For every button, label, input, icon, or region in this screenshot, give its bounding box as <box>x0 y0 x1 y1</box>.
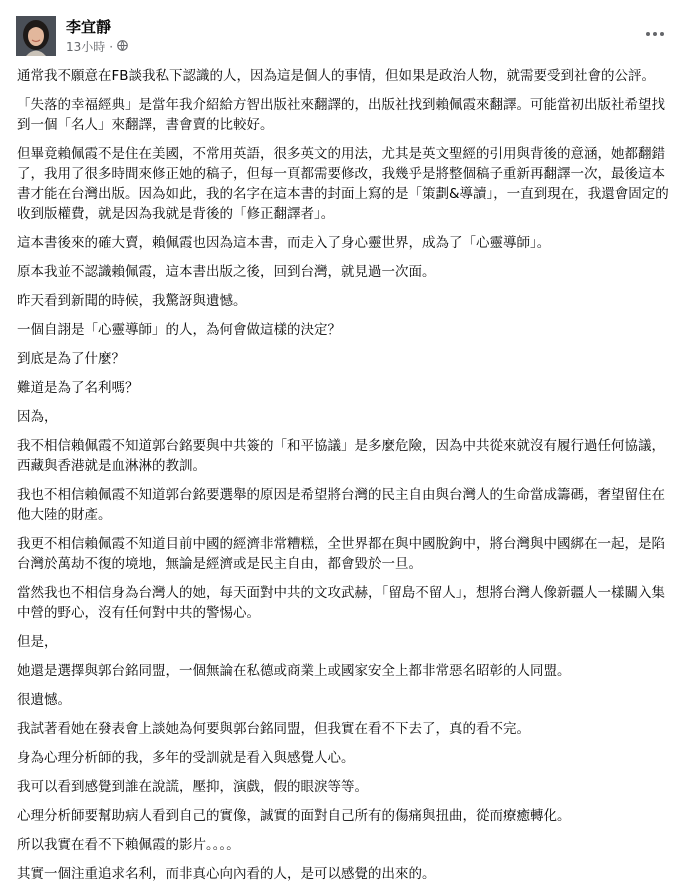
more-options-button[interactable] <box>639 22 671 46</box>
post-paragraph: 其實一個注重追求名利，而非真心向內看的人，是可以感覺的出來的。 <box>17 866 436 882</box>
author-avatar[interactable] <box>16 16 56 56</box>
post-paragraph: 身為心理分析師的我，多年的受訓就是看入與感覺人心。 <box>17 750 355 766</box>
post-paragraph: 我也不相信賴佩霞不知道郭台銘要選舉的原因是希望將台灣的民主自由與台灣人的生命當成籌碼，奢望留住在他大陸的財產。 <box>17 487 665 523</box>
post-paragraph: 因為， <box>17 409 58 425</box>
post-paragraph: 但畢竟賴佩霞不是住在美國，不常用英語，很多英文的用法，尤其是英文聖經的引用與背後的意涵，她都翻錯了，我用了很多時間來修正她的稿子，但每一頁都需要修改，我幾乎是將整個稿子重新再翻譯一次，最後這本書才能在台灣出版。因為如此，我的名字在這本書的封面上寫的是「策劃&導讀」，一直到現在，我還會固定的收到版權費，就是因為我就是背後的「修正翻譯者」。 <box>17 146 669 222</box>
post-paragraph: 很遺憾。 <box>17 692 71 708</box>
post-paragraph: 但是， <box>17 634 58 650</box>
author-name[interactable]: 李宜靜 <box>66 18 112 36</box>
post-paragraph: 一個自詡是「心靈導師」的人，為何會做這樣的決定？ <box>17 322 341 338</box>
post-paragraph: 這本書後來的確大賣，賴佩霞也因為這本書，而走入了身心靈世界，成為了「心靈導師」。 <box>17 235 551 251</box>
post-meta <box>66 38 128 55</box>
post-body <box>17 66 677 893</box>
post-paragraph: 當然我也不相信身為台灣人的她，每天面對中共的文攻武赫，「留島不留人」，想將台灣人像新疆人一樣關入集中營的野心，沒有任何對中共的警惕心。 <box>17 585 665 621</box>
post-paragraph: 原本我並不認識賴佩霞，這本書出版之後，回到台灣，就見過一次面。 <box>17 264 436 280</box>
post-paragraph: 我不相信賴佩霞不知道郭台銘要與中共簽的「和平協議」是多麼危險，因為中共從來就沒有履行過任何協議，西藏與香港就是血淋淋的教訓。 <box>17 438 665 474</box>
post-paragraph: 昨天看到新聞的時候，我驚訝與遺憾。 <box>17 293 247 309</box>
post-time[interactable]: 13小時 <box>66 40 106 54</box>
post-paragraph: 我可以看到感覺到誰在說謊，壓抑，演戲，假的眼淚等等。 <box>17 779 368 795</box>
post-paragraph: 她還是選擇與郭台銘同盟，一個無論在私德或商業上或國家安全上都非常惡名昭彰的人同盟。 <box>17 663 571 679</box>
post-paragraph: 我更不相信賴佩霞不知道目前中國的經濟非常糟糕，全世界都在與中國脫鉤中，將台灣與中國綁在一起，是陷台灣於萬劫不復的境地，無論是經濟或是民主自由，都會毀於一旦。 <box>17 536 665 572</box>
meta-separator: · <box>109 39 114 54</box>
post-paragraph: 所以我實在看不下賴佩霞的影片。。。。 <box>17 837 240 853</box>
post-header <box>16 14 675 62</box>
more-dots-icon <box>646 32 650 36</box>
globe-icon <box>117 40 128 54</box>
avatar-image <box>16 16 56 56</box>
post-paragraph: 通常我不願意在FB談我私下認識的人，因為這是個人的事情，但如果是政治人物，就需要受到社會的公評。 <box>17 68 656 84</box>
post-paragraph: 難道是為了名利嗎？ <box>17 380 139 396</box>
post-paragraph: 到底是為了什麼？ <box>17 351 125 367</box>
post-paragraph: 「失落的幸福經典」是當年我介紹給方智出版社來翻譯的，出版社找到賴佩霞來翻譯。可能當初出版社希望找到一個「名人」來翻譯，書會賣的比較好。 <box>17 97 665 133</box>
post-paragraph: 心理分析師要幫助病人看到自己的實像，誠實的面對自己所有的傷痛與扭曲，從而療癒轉化。 <box>17 808 571 824</box>
post-paragraph: 我試著看她在發表會上談她為何要與郭台銘同盟，但我實在看不下去了，真的看不完。 <box>17 721 530 737</box>
